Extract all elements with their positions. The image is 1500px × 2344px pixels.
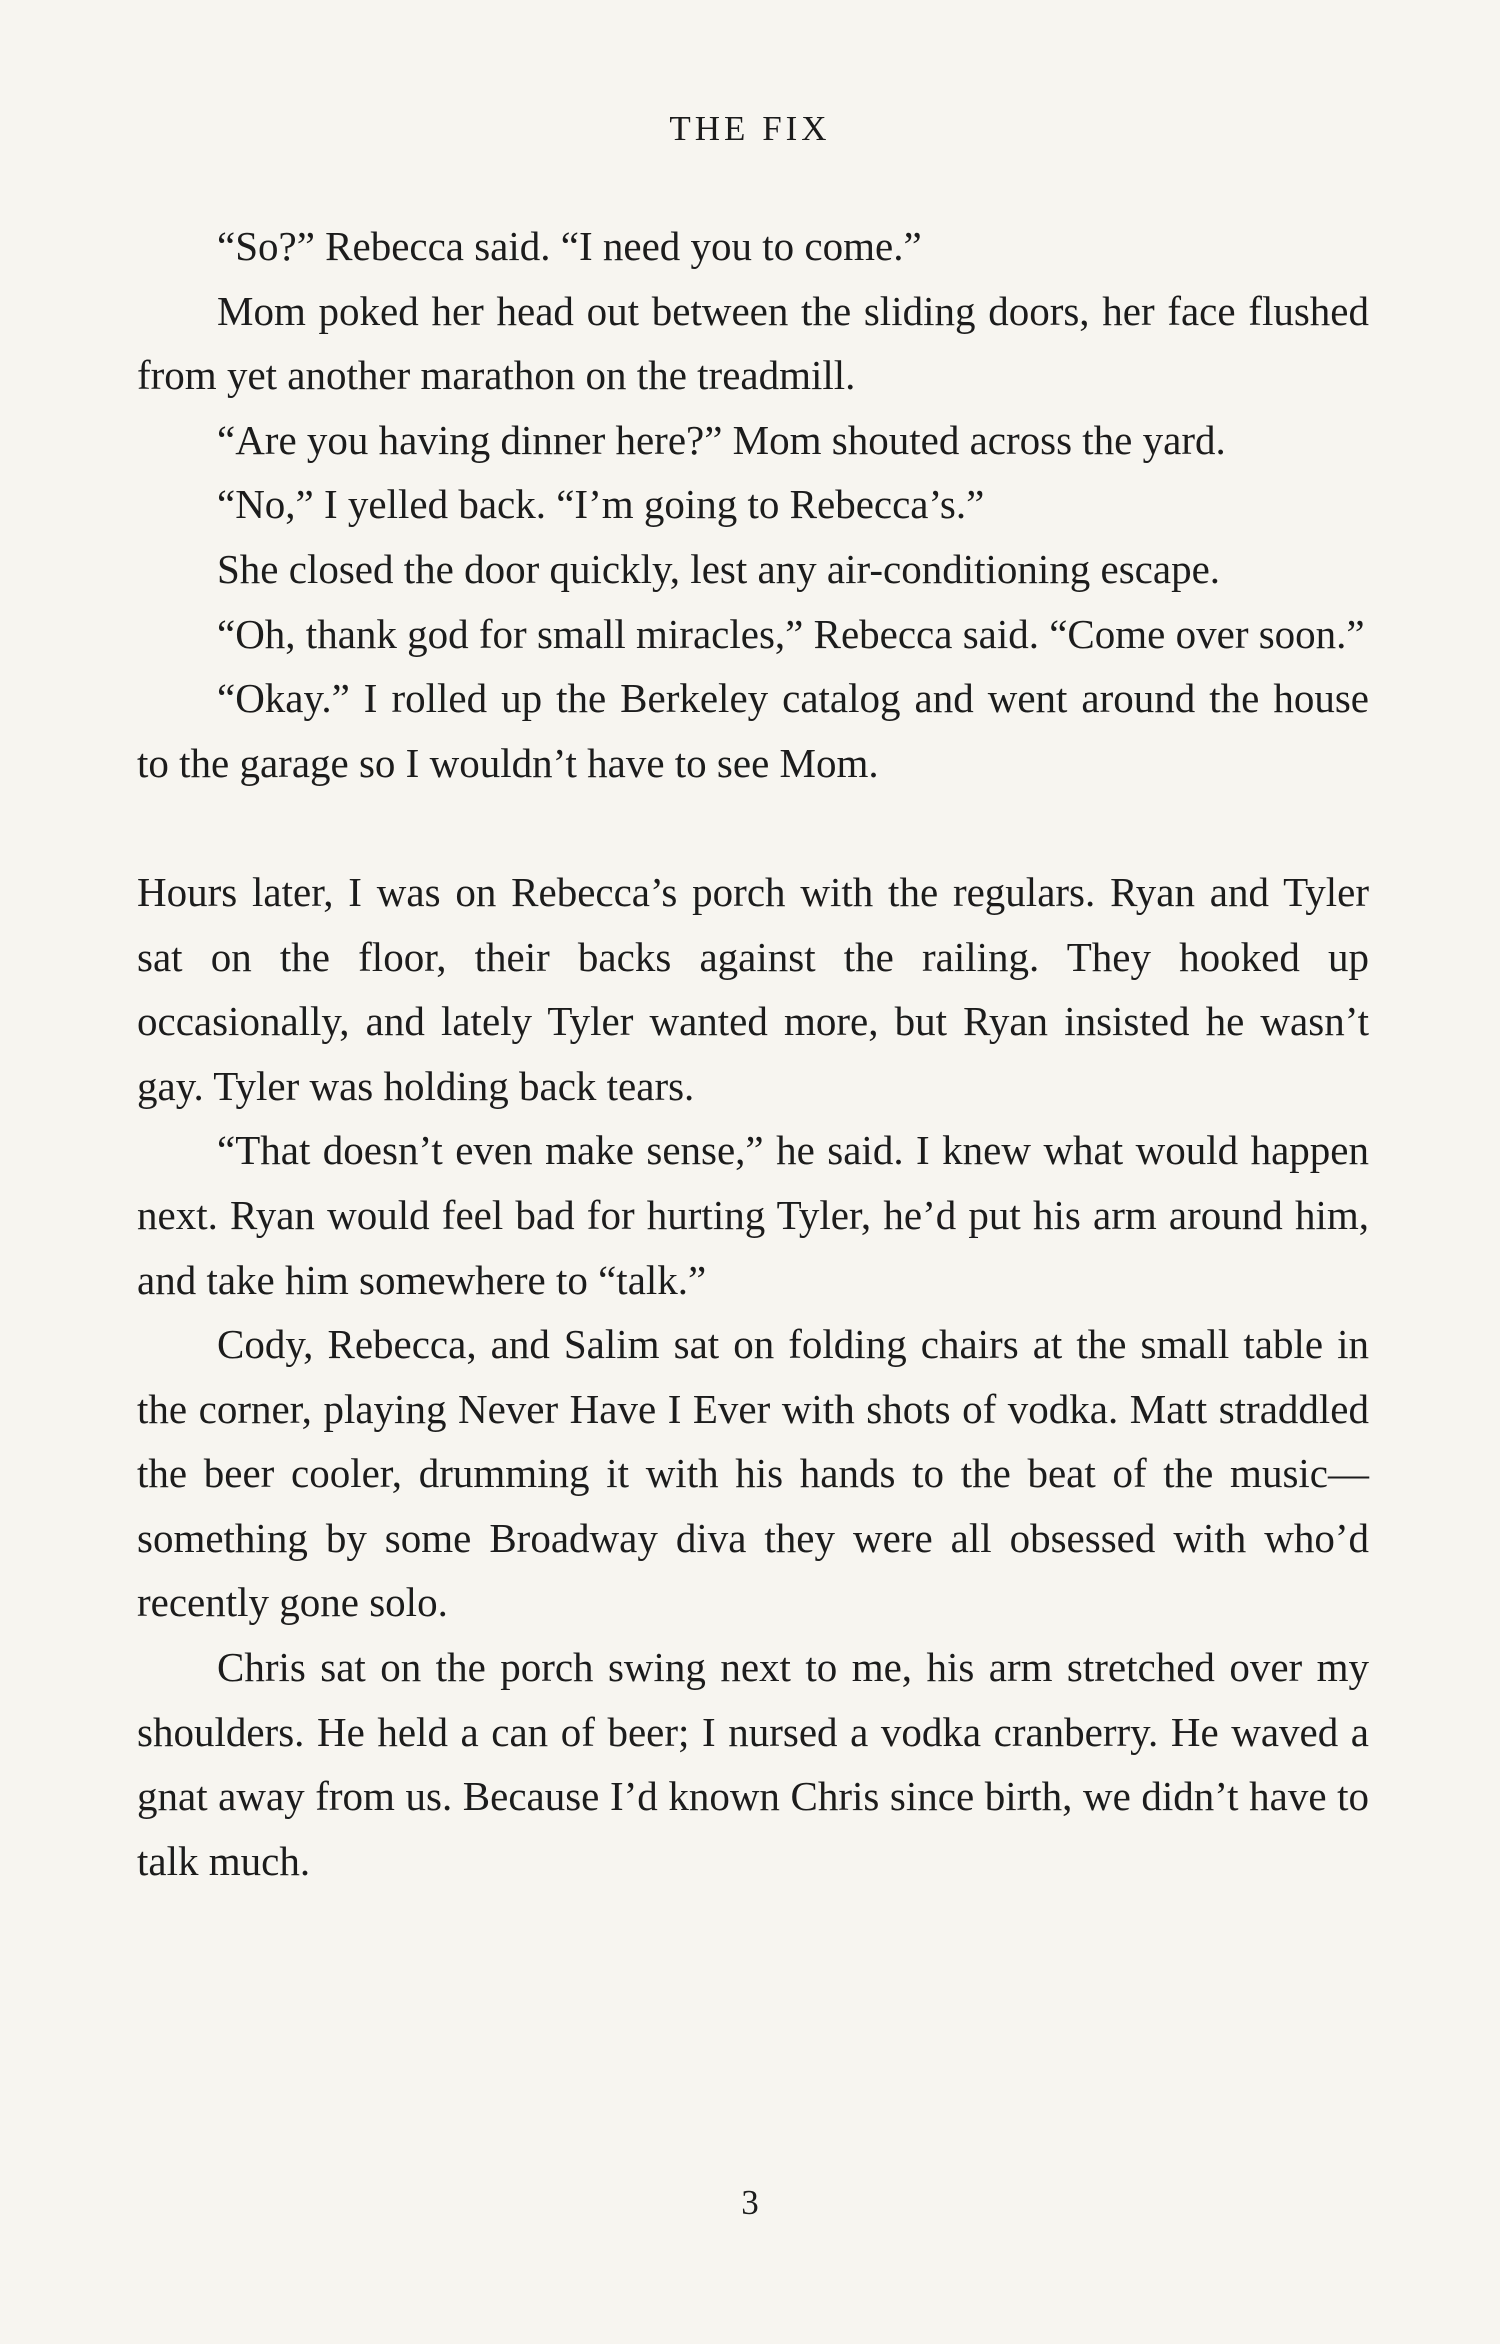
paragraph: “Are you having dinner here?” Mom shouted across the yard. — [217, 416, 1226, 463]
running-head: THE FIX — [669, 109, 831, 148]
paragraph: Cody, Rebecca, and Salim sat on folding chairs at the small table in the corner, playing Never Have I Ever with shots of vodka. Matt straddled the beer cooler, drumming it with his hands to the beat of the music—something by some Broadway diva they were all obsessed with who’d recently gone solo. — [137, 1321, 1369, 1626]
paragraph: “Okay.” I rolled up the Berkeley catalog and went around the house to the garage so I wouldn’t have to see Mom. — [137, 675, 1369, 786]
paragraph: Chris sat on the porch swing next to me, his arm stretched over my shoulders. He held a can of beer; I nursed a vodka cranberry. He waved a gnat away from us. Because I’d known Chris since birth, we didn’t have to talk much. — [137, 1644, 1369, 1884]
section-break — [137, 795, 1369, 860]
paragraph: “That doesn’t even make sense,” he said. I knew what would happen next. Ryan would feel bad for hurting Tyler, he’d put his arm around him, and take him somewhere to “talk.” — [137, 1127, 1369, 1303]
paragraph: She closed the door quickly, lest any air-conditioning escape. — [217, 545, 1221, 592]
page-number: 3 — [741, 2183, 759, 2222]
paragraph: Hours later, I was on Rebecca’s porch with the regulars. Ryan and Tyler sat on the floor, their backs against the railing. They hooked up occasionally, and lately Tyler wanted more, but Ryan insisted he wasn’t gay. Tyler was holding back tears. — [137, 868, 1369, 1109]
body-text — [137, 214, 1369, 1893]
paragraph: “No,” I yelled back. “I’m going to Rebecca’s.” — [217, 481, 985, 528]
paragraph: “Oh, thank god for small miracles,” Rebecca said. “Come over soon.” — [217, 610, 1365, 657]
paragraph: Mom poked her head out between the sliding doors, her face flushed from yet another marathon on the treadmill. — [137, 287, 1369, 399]
paragraph: “So?” Rebecca said. “I need you to come.” — [217, 223, 922, 269]
